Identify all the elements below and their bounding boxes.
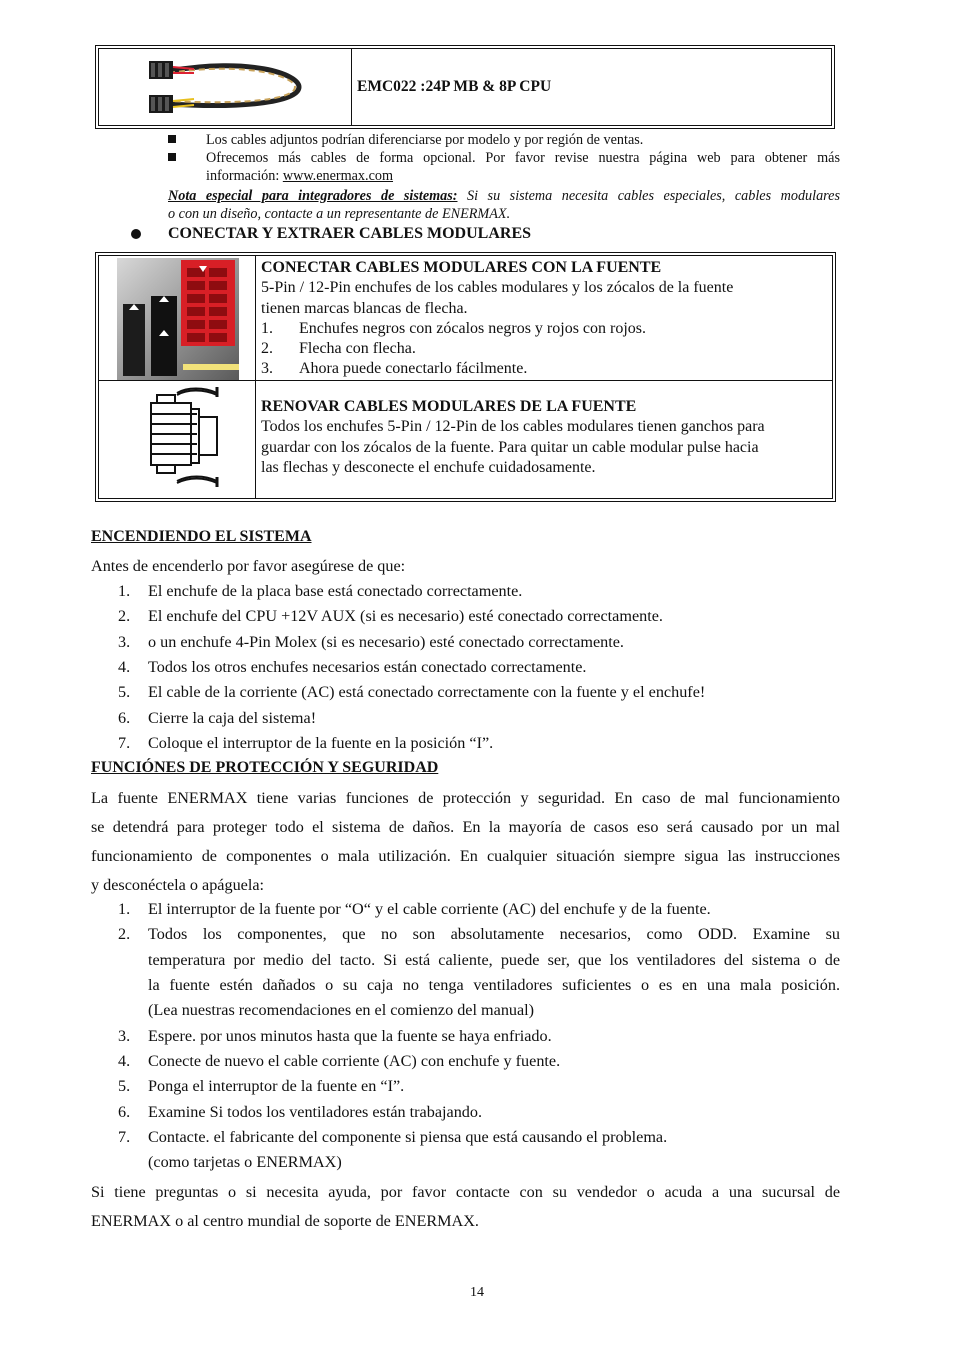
power-on-intro: Antes de encenderlo por favor asegúrese de que: xyxy=(91,557,406,575)
protection-paragraph-line: y desconéctela o apáguela: xyxy=(91,876,265,894)
connect-text-block xyxy=(261,258,733,380)
special-note-label: Nota especial para integradores de sistemas: xyxy=(168,188,458,204)
note-2-prefix: información: xyxy=(206,168,283,184)
square-bullet-icon xyxy=(168,153,176,161)
special-note-line-2: o con un diseño, contacte a un representante de ENERMAX. xyxy=(168,206,511,222)
protection-paragraph-line: se detendrá para proteger todo el sistema de daños. En la mayoría de casos eso será causado por un mal xyxy=(91,818,840,836)
closing-paragraph-line: ENERMAX o al centro mundial de soporte de ENERMAX. xyxy=(91,1212,479,1230)
square-bullet-icon xyxy=(168,135,176,143)
connect-step: 2. Flecha con flecha. xyxy=(261,340,416,358)
cable-table xyxy=(95,45,835,129)
cable-model-label: EMC022 :24P MB & 8P CPU xyxy=(357,78,552,95)
enermax-link[interactable]: www.enermax.com xyxy=(282,168,394,184)
special-note-line-1 xyxy=(168,187,840,205)
remove-line-1: Todos los enchufes 5-Pin / 12-Pin de los cables modulares tienen ganchos para xyxy=(261,418,765,436)
modular-heading: CONECTAR Y EXTRAER CABLES MODULARES xyxy=(168,225,532,242)
note-1: Los cables adjuntos podrían diferenciarse por modelo y por región de ventas. xyxy=(206,132,644,148)
connect-image-cell xyxy=(99,256,256,380)
connect-row xyxy=(99,256,832,381)
connect-line-1: 5-Pin / 12-Pin enchufes de los cables modulares y los zócalos de la fuente xyxy=(261,279,734,297)
note-2-line-2 xyxy=(206,167,393,185)
remove-text-block xyxy=(261,397,765,478)
cable-harness-image xyxy=(99,49,351,125)
connect-title: CONECTAR CABLES MODULARES CON LA FUENTE xyxy=(261,259,662,276)
protection-paragraph-line: La fuente ENERMAX tiene varias funciones de protección y seguridad. En caso de mal funcionamiento xyxy=(91,789,840,807)
remove-image-cell xyxy=(99,381,256,498)
connect-line-2: tienen marcas blancas de flecha. xyxy=(261,299,468,317)
connector-hook-diagram xyxy=(99,381,255,499)
remove-row xyxy=(99,381,832,498)
connect-step: 1. Enchufes negros con zócalos negros y rojos con rojos. xyxy=(261,319,647,337)
closing-paragraph-line: Si tiene preguntas o si necesita ayuda, por favor contacte con su vendedor o acuda a una sucursal de xyxy=(91,1183,840,1201)
remove-title: RENOVAR CABLES MODULARES DE LA FUENTE xyxy=(261,398,637,415)
round-bullet-icon xyxy=(131,229,141,239)
special-note-text: Si su sistema necesita cables especiales, cables modulares xyxy=(457,188,840,204)
remove-line-3: las flechas y desconecte el enchufe cuidadosamente. xyxy=(261,458,596,476)
remove-line-2: guardar con los zócalos de la fuente. Para quitar un cable modular pulse hacia xyxy=(261,438,759,456)
power-on-heading: ENCENDIENDO EL SISTEMA xyxy=(91,528,312,545)
connect-step: 3. Ahora puede conectarlo fácilmente. xyxy=(261,360,528,378)
page-number: 14 xyxy=(470,1285,484,1300)
modular-cables-table xyxy=(95,252,836,502)
note-2-line-1: Ofrecemos más cables de forma opcional. Por favor revise nuestra página web para obtener más xyxy=(206,150,840,166)
protection-paragraph-line: funcionamiento de componentes o mala utilización. En cualquier situación siempre sigua las instrucciones xyxy=(91,847,840,865)
protection-heading: FUNCIÓNES DE PROTECCIÓN Y SEGURIDAD xyxy=(91,759,439,776)
modular-socket-photo xyxy=(99,256,255,380)
cable-image-cell xyxy=(99,49,352,125)
